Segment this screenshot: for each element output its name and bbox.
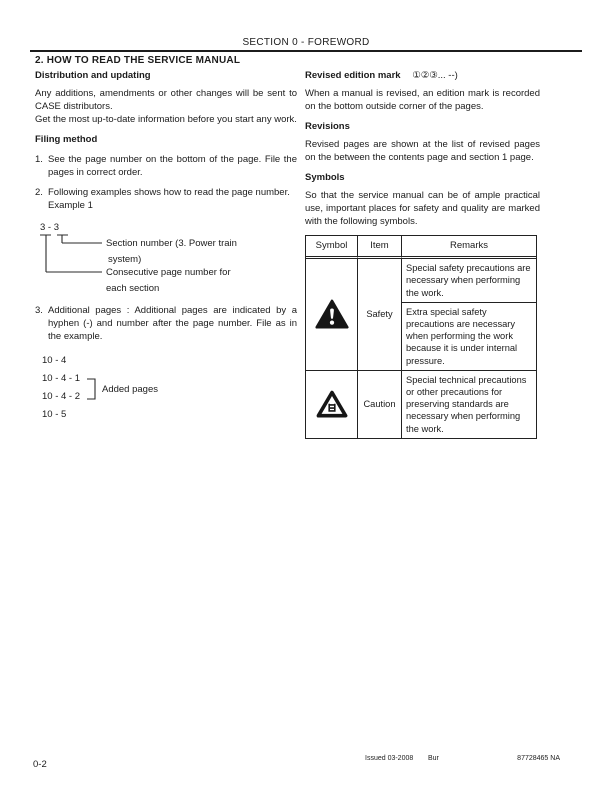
- footer-page-number: 0-2: [33, 759, 47, 770]
- list-number: 2.: [35, 187, 43, 198]
- section-number-label: Section number (3. Power train system): [106, 238, 237, 265]
- caution-triangle-icon: [316, 390, 348, 419]
- footer-issued-date: Issued 03-2008: [365, 755, 414, 762]
- right-column: [305, 66, 540, 439]
- revised-edition-row: [305, 69, 540, 82]
- revisions-paragraph: Revised pages are shown at the list of revised pages on the between the contents page and section 1 page.: [305, 139, 540, 163]
- left-column: [35, 66, 297, 428]
- page-code-line: 10 - 4 - 1: [42, 373, 81, 384]
- table-cell-remarks: Special technical precautions or other precautions for preserving standards are necessary when performing the work.: [406, 374, 527, 434]
- distribution-paragraph-1: Any additions, amendments or other changes will be sent to CASE distributors.: [35, 88, 297, 112]
- column-header-remarks: Remarks: [402, 236, 536, 259]
- table-cell-remarks: Special safety precautions are necessary when performing the work.: [402, 259, 536, 303]
- symbols-heading: Symbols: [305, 172, 345, 183]
- list-text: Additional pages : Additional pages are indicated by a hyphen (-) and number after the page number. File as in the example.: [48, 305, 297, 342]
- distribution-paragraph-2: Get the most up-to-date information before you start any work.: [35, 114, 297, 125]
- footer-part-number: 87728465 NA: [517, 755, 560, 762]
- column-header-symbol: Symbol: [306, 236, 358, 259]
- revised-edition-heading: Revised edition mark: [305, 70, 401, 81]
- added-pages-label: Added pages: [102, 384, 158, 395]
- revisions-heading: Revisions: [305, 121, 350, 132]
- list-number: 1.: [35, 154, 43, 165]
- example-label: Example 1: [48, 200, 93, 211]
- added-pages-example: [35, 352, 297, 428]
- diagram-leader-lines: [38, 220, 108, 302]
- column-header-item: Item: [358, 236, 402, 259]
- list-text: See the page number on the bottom of the page. File the pages in correct order.: [48, 154, 297, 178]
- page-code-line: 10 - 4 - 2: [42, 391, 81, 402]
- warning-triangle-icon: [315, 299, 349, 330]
- page-code-diagram: [35, 220, 297, 302]
- footer-region-code: Bur: [428, 755, 439, 762]
- revised-edition-paragraph: When a manual is revised, an edition mark is recorded on the bottom outside corner of the pages.: [305, 88, 540, 112]
- filing-step-3: [35, 304, 297, 343]
- distribution-heading: Distribution and updating: [35, 70, 151, 81]
- page-code-line: 10 - 5: [42, 409, 67, 420]
- running-header: SECTION 0 - FOREWORD: [242, 37, 370, 48]
- added-pages-bracket: [87, 378, 99, 400]
- table-cell-item: Caution: [358, 371, 402, 438]
- list-text: Following examples shows how to read the page number.: [48, 187, 290, 198]
- table-cell-remarks: Extra special safety precautions are necessary when performing the work because it is under internal pressure.: [402, 303, 536, 371]
- header-rule: [30, 50, 582, 52]
- filing-step-1: [35, 153, 297, 179]
- filing-step-2: [35, 186, 297, 212]
- filing-heading: Filing method: [35, 134, 98, 145]
- table-cell-item: Safety: [358, 259, 402, 371]
- list-number: 3.: [35, 305, 43, 316]
- edition-mark-sequence: ①②③... --): [412, 70, 458, 81]
- page-code-line: 10 - 4: [42, 355, 67, 366]
- table-cell-symbol: [306, 259, 358, 371]
- consecutive-page-label: Consecutive page number for each section: [106, 267, 231, 294]
- table-cell-symbol: [306, 371, 358, 438]
- symbols-table: [305, 235, 537, 439]
- page-code-text: 3 - 3: [40, 222, 60, 233]
- symbols-paragraph: So that the service manual can be of ample practical use, important places for safety and quality are marked with the following symbols.: [305, 190, 540, 227]
- page-title: 2. HOW TO READ THE SERVICE MANUAL: [35, 55, 241, 66]
